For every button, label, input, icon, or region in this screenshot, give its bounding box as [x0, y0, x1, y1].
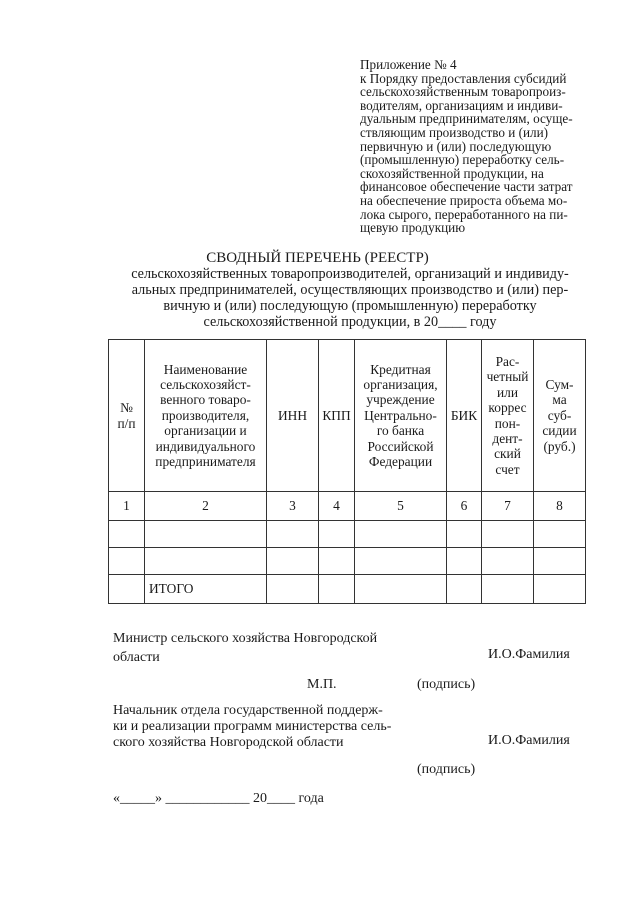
- annex-line: щевую продукцию: [360, 220, 466, 236]
- table-cell: [447, 521, 482, 548]
- table-cell: [534, 521, 586, 548]
- subtitle-line: вичную и (или) последующую (промышленную) переработку: [163, 298, 537, 314]
- table-cell: [482, 575, 534, 604]
- annex-block: [360, 58, 605, 235]
- head-name: И.О.Фамилия: [488, 733, 570, 748]
- table-cell: [447, 548, 482, 575]
- table-row-empty: [109, 548, 586, 575]
- annex-line: Приложение № 4: [360, 57, 457, 72]
- header-cell-account: Рас- четный или коррес пон- дент- ский счет: [482, 340, 534, 492]
- table-header-row: [109, 340, 586, 492]
- subtitle-line: сельскохозяйственных товаропроизводителей, организаций и индивиду-: [131, 266, 569, 282]
- annex-line: лока сырого, переработанного на пи-: [360, 206, 568, 222]
- annex-line: скохозяйственной продукции, на: [360, 165, 544, 181]
- annex-line: финансовое обеспечение части затрат: [360, 179, 573, 195]
- column-number-cell: 2: [145, 492, 267, 521]
- annex-line: дуальным предпринимателям, осуще-: [360, 111, 573, 127]
- annex-line: (промышленную) переработку сель-: [360, 152, 565, 168]
- table-row-total: [109, 575, 586, 604]
- column-number-cell: 1: [109, 492, 145, 521]
- column-number-cell: 8: [534, 492, 586, 521]
- minister-title-line: области: [113, 650, 160, 665]
- minister-name: И.О.Фамилия: [488, 647, 570, 662]
- header-cell-bik: БИК: [447, 340, 482, 492]
- table-cell: [447, 575, 482, 604]
- table-cell: [267, 575, 319, 604]
- table-row-empty: [109, 521, 586, 548]
- header-cell-bank: Кредитная организация, учреждение Центрально- го банка Российской Федерации: [355, 340, 447, 492]
- header-cell-name: Наименование сельскохозяйст- венного товаро- производителя, организации и индивидуального предпринимателя: [145, 340, 267, 492]
- signature-label: (подпись): [417, 677, 476, 692]
- column-number-cell: 3: [267, 492, 319, 521]
- table-cell: [109, 521, 145, 548]
- header-cell-number: № п/п: [109, 340, 145, 492]
- header-cell-inn: ИНН: [267, 340, 319, 492]
- table-cell: [534, 548, 586, 575]
- annex-line: сельскохозяйственным товаропроиз-: [360, 84, 566, 100]
- table-cell: [145, 521, 267, 548]
- column-number-cell: 4: [319, 492, 355, 521]
- minister-title-line: Министр сельского хозяйства Новгородской: [113, 631, 378, 646]
- head-title-line: ского хозяйства Новгородской области: [113, 735, 344, 750]
- table-cell: [319, 521, 355, 548]
- table-cell: [482, 548, 534, 575]
- annex-line: водителям, организациям и индиви-: [360, 97, 563, 113]
- table-cell: [482, 521, 534, 548]
- table-cell: [319, 548, 355, 575]
- subtitle-line: сельскохозяйственной продукции, в 20____ году: [203, 314, 497, 330]
- table-cell: [267, 521, 319, 548]
- table-row-numbers: [109, 492, 586, 521]
- table-cell: [534, 575, 586, 604]
- subtitle-line: альных предпринимателей, осуществляющих производство и (или) пер-: [131, 282, 569, 298]
- table-cell: [355, 521, 447, 548]
- header-cell-amount: Сум- ма суб- сидии (руб.): [534, 340, 586, 492]
- annex-line: к Порядку предоставления субсидий: [360, 70, 567, 86]
- column-number-cell: 7: [482, 492, 534, 521]
- table-cell: [109, 575, 145, 604]
- table-cell: [355, 575, 447, 604]
- table-cell: [109, 548, 145, 575]
- column-number-cell: 6: [447, 492, 482, 521]
- table-cell: [145, 548, 267, 575]
- annex-line: первичную и (или) последующую: [360, 138, 552, 154]
- table-cell: [355, 548, 447, 575]
- stamp-label: М.П.: [307, 677, 337, 692]
- annex-line: на обеспечение прироста объема мо-: [360, 192, 568, 208]
- annex-line: ствляющим производство и (или): [360, 124, 549, 140]
- total-label: ИТОГО: [145, 575, 267, 604]
- date-line: «_____» ____________ 20____ года: [113, 791, 324, 806]
- head-title-line: ки и реализации программ министерства сель-: [113, 719, 392, 734]
- signature-label: (подпись): [417, 762, 476, 777]
- document-subtitle: [100, 266, 600, 330]
- head-title-line: Начальник отдела государственной поддерж-: [113, 703, 383, 718]
- header-cell-kpp: КПП: [319, 340, 355, 492]
- document-title: СВОДНЫЙ ПЕРЕЧЕНЬ (РЕЕСТР): [206, 250, 429, 266]
- registry-table: [108, 339, 586, 604]
- table-cell: [267, 548, 319, 575]
- table-cell: [319, 575, 355, 604]
- column-number-cell: 5: [355, 492, 447, 521]
